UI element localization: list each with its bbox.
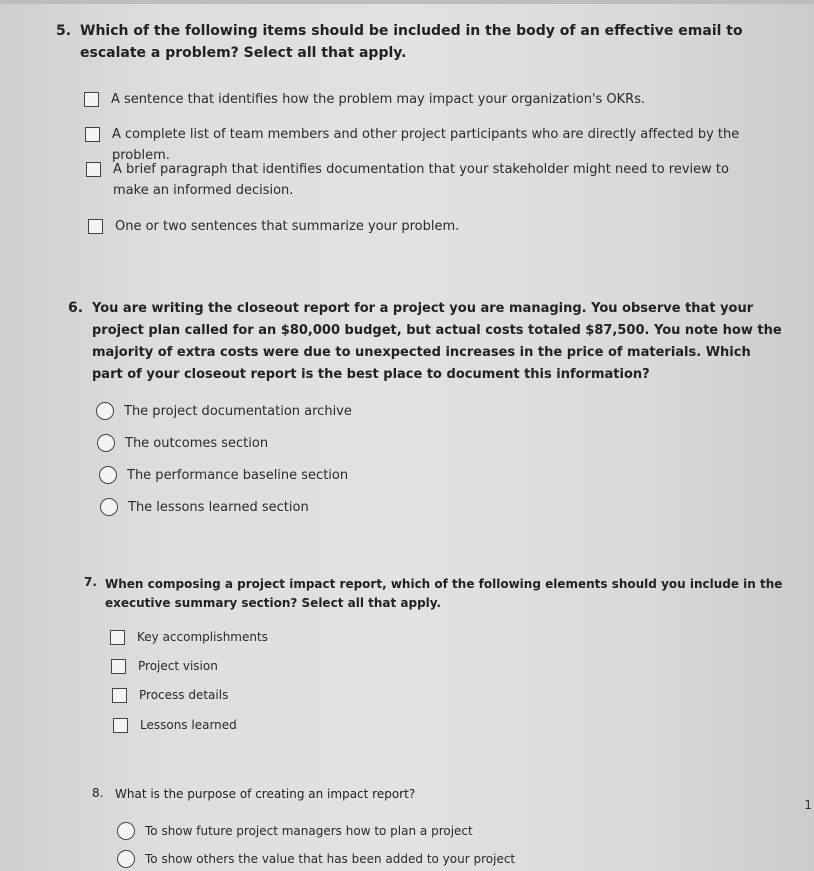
question-number: 5.: [56, 23, 72, 39]
radio-button[interactable]: [99, 466, 117, 484]
radio-button[interactable]: [100, 498, 118, 516]
option-label: The lessons learned section: [128, 500, 309, 515]
radio-option[interactable]: [96, 401, 352, 422]
question-text: What is the purpose of creating an impact report?: [115, 787, 416, 801]
option-label: A complete list of team members and other project participants who are directly affected by the problem.: [112, 127, 740, 163]
radio-button[interactable]: [97, 434, 115, 452]
option-label: The outcomes section: [125, 436, 269, 451]
edge-text: 1: [804, 798, 812, 812]
option-label: One or two sentences that summarize your problem.: [115, 219, 460, 234]
checkbox[interactable]: [112, 688, 127, 703]
top-divider: [0, 0, 814, 4]
checkbox[interactable]: [88, 219, 103, 234]
option-label: Process details: [139, 688, 229, 702]
option-label: A brief paragraph that identifies documentation that your stakeholder might need to review to make an informed decision.: [113, 162, 729, 198]
option-label: Project vision: [138, 659, 218, 673]
radio-option[interactable]: [97, 433, 268, 454]
checkbox[interactable]: [110, 630, 125, 645]
checkbox-option[interactable]: [112, 685, 228, 706]
checkbox-option[interactable]: [86, 159, 766, 201]
question-number: 8.: [92, 786, 104, 800]
radio-option[interactable]: [99, 465, 348, 486]
radio-button[interactable]: [96, 402, 114, 420]
checkbox[interactable]: [84, 92, 99, 107]
checkbox-option[interactable]: [84, 89, 784, 110]
option-label: A sentence that identifies how the problem may impact your organization's OKRs.: [111, 92, 646, 107]
checkbox[interactable]: [85, 127, 100, 142]
checkbox-option[interactable]: [111, 656, 218, 677]
question-number: 6.: [68, 300, 84, 316]
question-text: Which of the following items should be included in the body of an effective email to escalate a problem? Select all that apply.: [80, 23, 743, 61]
question-text: You are writing the closeout report for a project you are managing. You observe that your project plan called for an $80,000 budget, but actual costs totaled $87,500. You note how the majority of extra costs were due to unexpected increases in the price of materials. Which part of your closeout report is the best place to document this information?: [92, 301, 782, 382]
checkbox-option[interactable]: [110, 627, 268, 648]
option-label: Lessons learned: [140, 718, 237, 732]
option-label: The project documentation archive: [124, 404, 352, 419]
radio-option[interactable]: [117, 821, 473, 842]
checkbox-option[interactable]: [113, 715, 237, 736]
checkbox[interactable]: [86, 162, 101, 177]
radio-button[interactable]: [117, 822, 135, 840]
question-number: 7.: [84, 575, 97, 589]
option-label: The performance baseline section: [127, 468, 349, 483]
checkbox[interactable]: [111, 659, 126, 674]
radio-option[interactable]: [100, 497, 309, 518]
option-label: To show others the value that has been added to your project: [145, 852, 516, 866]
option-label: Key accomplishments: [137, 630, 268, 644]
option-label: To show future project managers how to plan a project: [145, 824, 473, 838]
checkbox-option[interactable]: [88, 216, 788, 237]
checkbox[interactable]: [113, 718, 128, 733]
question-text: When composing a project impact report, which of the following elements should you include in the executive summary section? Select all that apply.: [105, 577, 783, 610]
radio-button[interactable]: [117, 850, 135, 868]
radio-option[interactable]: [117, 849, 515, 870]
